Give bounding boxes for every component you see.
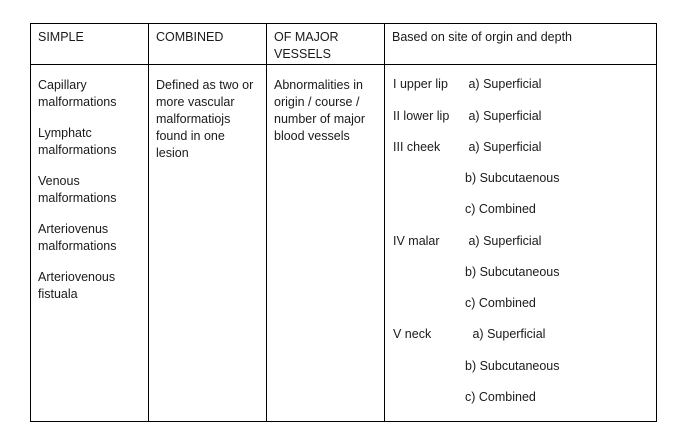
site-entry-upper-lip bbox=[393, 76, 541, 93]
header-major-vessels-text: OF MAJOR VESSELS bbox=[274, 30, 339, 61]
combined-text: Defined as two or more vascular malformatiojs found in one lesion bbox=[156, 78, 254, 160]
site-name: I upper lip bbox=[393, 77, 448, 91]
header-cell-simple bbox=[31, 24, 149, 65]
classification-table bbox=[30, 23, 657, 422]
header-simple-text: SIMPLE bbox=[38, 30, 84, 44]
site-list bbox=[385, 65, 656, 415]
site-depth: b) Subcutaneous bbox=[465, 359, 560, 373]
simple-item: Capillary malformations bbox=[38, 78, 117, 109]
site-depth: a) Superficial bbox=[472, 327, 546, 341]
site-depth: c) Combined bbox=[465, 202, 536, 216]
simple-item: Venous malformations bbox=[38, 174, 117, 205]
major-vessels-text: Abnormalities in origin / course / number of major blood vessels bbox=[274, 78, 366, 143]
site-entry-cheek bbox=[393, 139, 541, 156]
header-row bbox=[31, 24, 657, 65]
header-cell-site-depth bbox=[385, 24, 657, 65]
site-entry-malar bbox=[393, 233, 541, 250]
simple-item: Lymphatc malformations bbox=[38, 126, 117, 157]
header-cell-combined bbox=[149, 24, 267, 65]
header-site-depth-text: Based on site of orgin and depth bbox=[392, 30, 572, 44]
header-combined-text: COMBINED bbox=[156, 30, 224, 44]
site-name: II lower lip bbox=[393, 109, 450, 123]
site-entry-lower-lip bbox=[393, 108, 541, 125]
body-row bbox=[31, 65, 657, 422]
site-name: V neck bbox=[393, 327, 432, 341]
header-cell-major-vessels bbox=[267, 24, 385, 65]
site-depth-cell bbox=[385, 65, 657, 422]
simple-item: Arteriovenous fistuala bbox=[38, 270, 116, 301]
site-name: IV malar bbox=[393, 234, 440, 248]
site-name: III cheek bbox=[393, 140, 441, 154]
simple-item: Arteriovenus malformations bbox=[38, 222, 117, 253]
site-depth: b) Subcutaneous bbox=[465, 265, 560, 279]
site-depth: a) Superficial bbox=[468, 234, 542, 248]
simple-cell bbox=[31, 65, 149, 422]
site-depth: a) Superficial bbox=[468, 109, 542, 123]
site-depth: c) Combined bbox=[465, 390, 536, 404]
site-depth: c) Combined bbox=[465, 296, 536, 310]
site-entry-neck bbox=[393, 326, 545, 343]
major-vessels-cell bbox=[267, 65, 385, 422]
site-depth: a) Superficial bbox=[468, 140, 542, 154]
site-depth: b) Subcutaenous bbox=[465, 171, 560, 185]
combined-cell bbox=[149, 65, 267, 422]
site-depth: a) Superficial bbox=[468, 77, 542, 91]
